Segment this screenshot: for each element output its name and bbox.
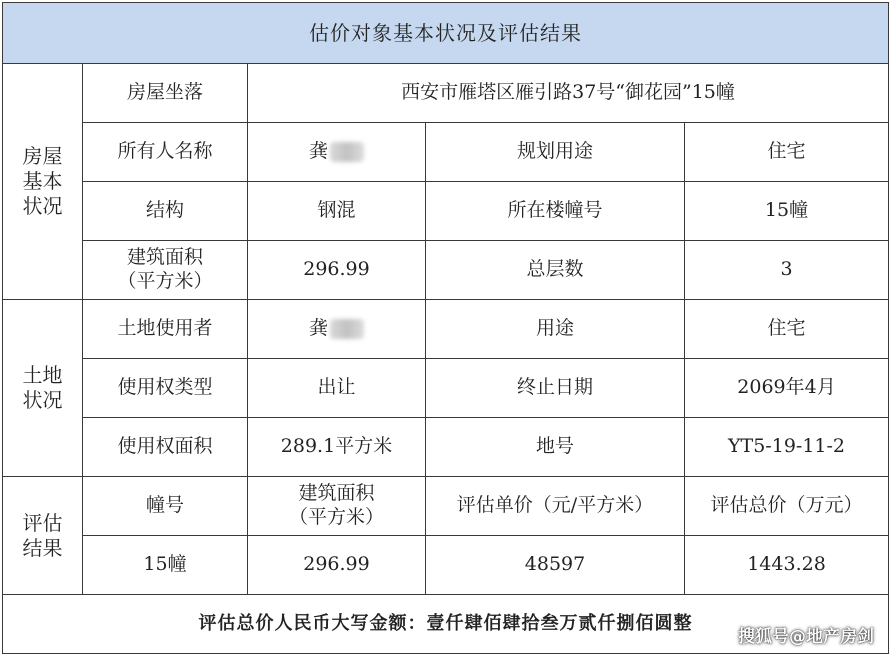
right-area-label: 使用权面积 bbox=[83, 418, 248, 477]
planned-use-value: 住宅 bbox=[685, 123, 889, 182]
result-header-total-price: 评估总价（万元） bbox=[685, 477, 889, 536]
lot-no-value: YT5-19-11-2 bbox=[685, 418, 889, 477]
location-label: 房屋坐落 bbox=[83, 64, 248, 123]
house-section-label: 房屋 基本 状况 bbox=[3, 64, 83, 300]
end-date-value: 2069年4月 bbox=[685, 359, 889, 418]
total-in-words: 评估总价人民币大写金额：壹仟肆佰肆拾叁万贰仟捌佰圆整 bbox=[3, 595, 889, 654]
land-use-label: 用途 bbox=[426, 300, 685, 359]
redacted-blur bbox=[330, 142, 364, 162]
right-type-value: 出让 bbox=[248, 359, 426, 418]
right-area-value: 289.1平方米 bbox=[248, 418, 426, 477]
floors-value: 3 bbox=[685, 241, 889, 300]
land-user-label: 土地使用者 bbox=[83, 300, 248, 359]
owner-value: 龚 bbox=[248, 123, 426, 182]
structure-value: 钢混 bbox=[248, 182, 426, 241]
result-building-value: 15幢 bbox=[83, 536, 248, 595]
end-date-label: 终止日期 bbox=[426, 359, 685, 418]
result-unit-price-value: 48597 bbox=[426, 536, 685, 595]
location-value: 西安市雁塔区雁引路37号“御花园”15幢 bbox=[248, 64, 889, 123]
land-use-value: 住宅 bbox=[685, 300, 889, 359]
owner-label: 所有人名称 bbox=[83, 123, 248, 182]
result-header-area: 建筑面积 （平方米） bbox=[248, 477, 426, 536]
structure-label: 结构 bbox=[83, 182, 248, 241]
land-user-value: 龚 bbox=[248, 300, 426, 359]
area-label: 建筑面积 （平方米） bbox=[83, 241, 248, 300]
building-no-value: 15幢 bbox=[685, 182, 889, 241]
valuation-table bbox=[2, 2, 889, 654]
result-section-label: 评估 结果 bbox=[3, 477, 83, 595]
area-value: 296.99 bbox=[248, 241, 426, 300]
watermark: 搜狐号@地产房剑 bbox=[738, 627, 874, 647]
lot-no-label: 地号 bbox=[426, 418, 685, 477]
result-area-value: 296.99 bbox=[248, 536, 426, 595]
redacted-blur bbox=[330, 319, 364, 339]
result-total-price-value: 1443.28 bbox=[685, 536, 889, 595]
table-title: 估价对象基本状况及评估结果 bbox=[3, 3, 889, 64]
right-type-label: 使用权类型 bbox=[83, 359, 248, 418]
floors-label: 总层数 bbox=[426, 241, 685, 300]
building-no-label: 所在楼幢号 bbox=[426, 182, 685, 241]
land-section-label: 土地 状况 bbox=[3, 300, 83, 477]
planned-use-label: 规划用途 bbox=[426, 123, 685, 182]
result-header-unit-price: 评估单价（元/平方米） bbox=[426, 477, 685, 536]
result-header-building: 幢号 bbox=[83, 477, 248, 536]
